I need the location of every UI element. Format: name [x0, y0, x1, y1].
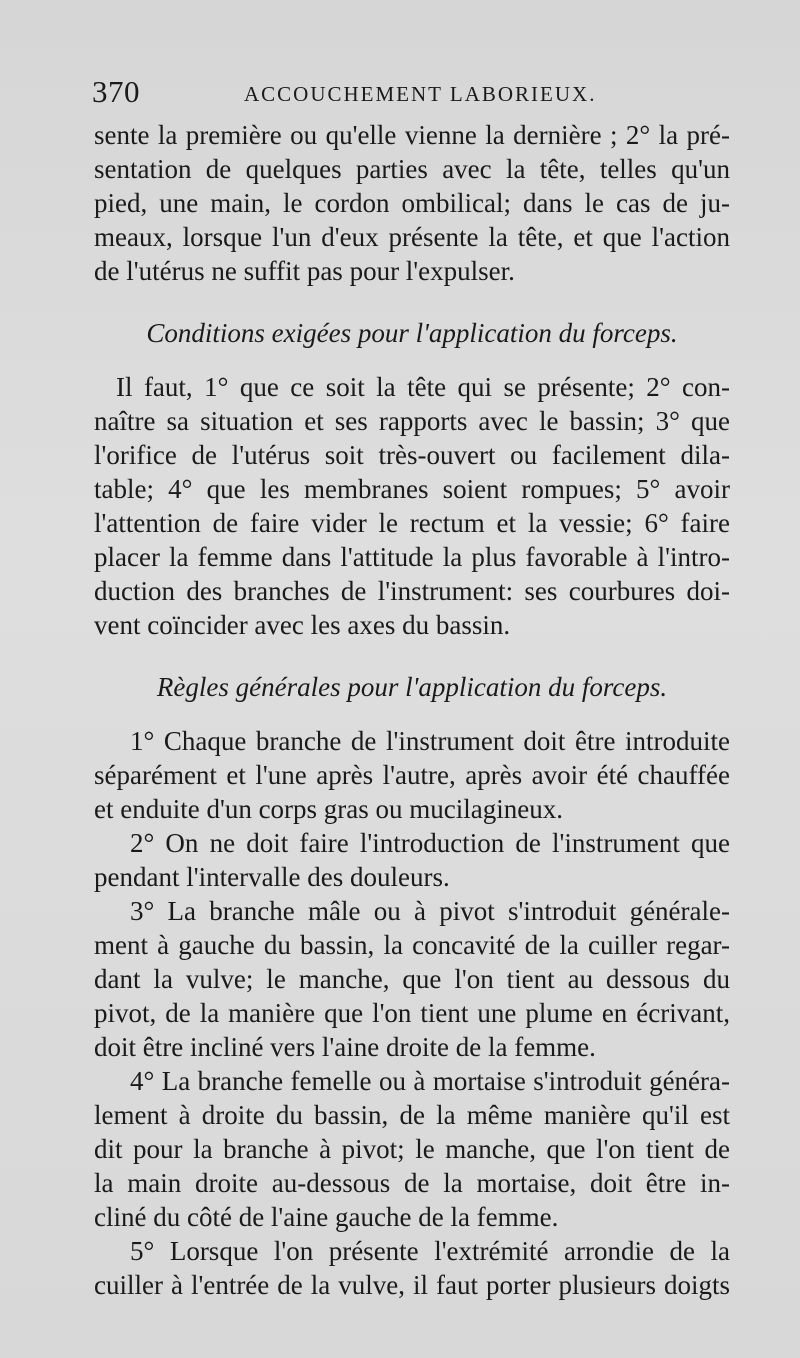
- text-line: 4° La branche femelle ou à mortaise s'introduit généra-: [130, 1066, 730, 1096]
- body-text: [94, 118, 730, 1302]
- paragraph-3: [94, 724, 730, 826]
- paragraph-1: [94, 118, 730, 288]
- text-line: sente la première ou qu'elle vienne la dernière ; 2° la pré-: [94, 120, 730, 150]
- paragraph-6: [94, 1064, 730, 1234]
- text-line: et enduite d'un corps gras ou mucilagineux.: [94, 794, 563, 824]
- text-line: ment à gauche du bassin, la concavité de la cuiller regar-: [94, 930, 730, 960]
- text-line: pivot, de la manière que l'on tient une plume en écrivant,: [94, 998, 730, 1028]
- text-line: pendant l'intervalle des douleurs.: [94, 862, 450, 892]
- text-line: cuiller à l'entrée de la vulve, il faut porter plusieurs doigts: [94, 1270, 730, 1300]
- text-line: pied, une main, le cordon ombilical; dans le cas de ju-: [94, 188, 730, 218]
- page-header: [92, 74, 732, 114]
- text-line: Il faut, 1° que ce soit la tête qui se présente; 2° con-: [116, 372, 730, 402]
- text-line: lement à droite du bassin, de la même manière qu'il est: [94, 1100, 730, 1130]
- running-head: ACCOUCHEMENT LABORIEUX.: [244, 82, 597, 106]
- text-line: duction des branches de l'instrument: ses courbures doi-: [94, 576, 730, 606]
- text-line: dant la vulve; le manche, que l'on tient au dessous du: [94, 964, 730, 994]
- text-line: cliné du côté de l'aine gauche de la femme.: [94, 1202, 559, 1232]
- paragraph-2: [94, 370, 730, 642]
- text-line: sentation de quelques parties avec la tête, telles qu'un: [94, 154, 730, 184]
- text-line: meaux, lorsque l'un d'eux présente la tête, et que l'action: [94, 222, 730, 252]
- text-line: dit pour la branche à pivot; le manche, que l'on tient de: [94, 1134, 730, 1164]
- text-line: l'orifice de l'utérus soit très-ouvert ou facilement dila-: [94, 440, 730, 470]
- paragraph-5: [94, 894, 730, 1064]
- text-line: séparément et l'une après l'autre, après avoir été chauffée: [94, 760, 730, 790]
- text-line: 3° La branche mâle ou à pivot s'introduit générale-: [130, 896, 730, 926]
- text-line: 2° On ne doit faire l'introduction de l'instrument que: [130, 828, 730, 858]
- text-line: doit être incliné vers l'aine droite de la femme.: [94, 1032, 596, 1062]
- text-line: la main droite au-dessous de la mortaise, doit être in-: [94, 1168, 730, 1198]
- paragraph-7: [94, 1234, 730, 1302]
- section-heading-conditions: Conditions exigées pour l'application du forceps.: [146, 318, 678, 348]
- text-line: placer la femme dans l'attitude la plus favorable à l'intro-: [94, 542, 730, 572]
- paragraph-4: [94, 826, 730, 894]
- text-line: 1° Chaque branche de l'instrument doit être introduite: [130, 726, 730, 756]
- text-line: vent coïncider avec les axes du bassin.: [94, 610, 511, 640]
- page-number: 370: [92, 74, 140, 109]
- text-line: table; 4° que les membranes soient rompues; 5° avoir: [94, 474, 730, 504]
- text-line: 5° Lorsque l'on présente l'extrémité arrondie de la: [130, 1236, 730, 1266]
- text-line: l'attention de faire vider le rectum et la vessie; 6° faire: [94, 508, 730, 538]
- section-heading-rules: Règles générales pour l'application du forceps.: [156, 672, 668, 702]
- text-line: de l'utérus ne suffit pas pour l'expulser.: [94, 256, 515, 286]
- text-line: naître sa situation et ses rapports avec le bassin; 3° que: [94, 406, 730, 436]
